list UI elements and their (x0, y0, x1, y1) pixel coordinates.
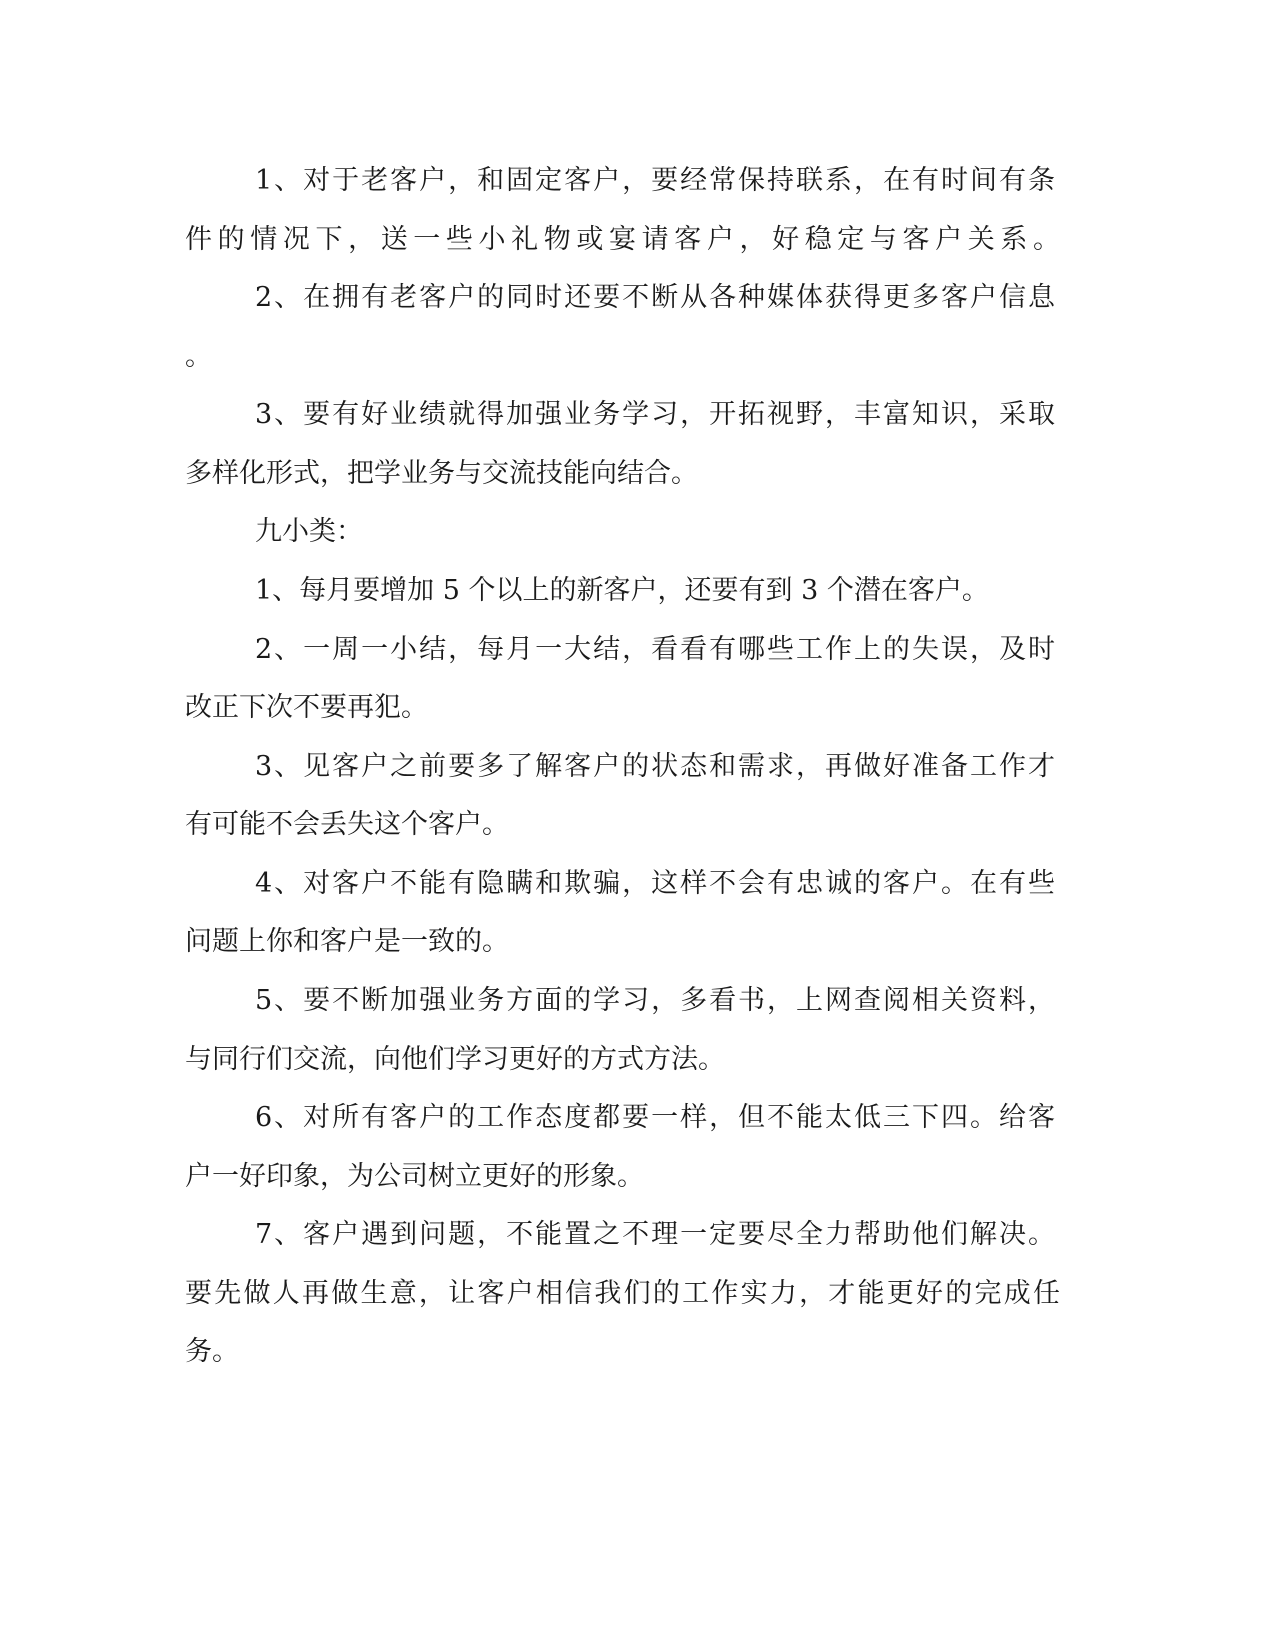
paragraph-line: 有可能不会丢失这个客户。 (185, 809, 509, 840)
paragraph-line: 2、一周一小结，每月一大结，看看有哪些工作上的失误，及时 (255, 634, 1055, 665)
paragraph-line: 户一好印象，为公司树立更好的形象。 (185, 1161, 644, 1192)
paragraph-line: 改正下次不要再犯。 (185, 692, 428, 723)
paragraph-line: 3、见客户之前要多了解客户的状态和需求，再做好准备工作才 (255, 751, 1055, 782)
paragraph-line: 件的情况下，送一些小礼物或宴请客户，好稳定与客户关系。 (185, 224, 1060, 255)
paragraph-line: 6、对所有客户的工作态度都要一样，但不能太低三下四。给客 (255, 1102, 1055, 1133)
paragraph-line: 务。 (185, 1336, 239, 1367)
paragraph-line: 。 (185, 341, 212, 372)
paragraph-line: 1、每月要增加 5 个以上的新客户，还要有到 3 个潜在客户。 (255, 575, 989, 606)
paragraph-line: 3、要有好业绩就得加强业务学习，开拓视野，丰富知识，采取 (255, 399, 1055, 430)
paragraph-line: 1、对于老客户，和固定客户，要经常保持联系，在有时间有条 (255, 165, 1055, 196)
paragraph-line: 与同行们交流，向他们学习更好的方式方法。 (185, 1044, 725, 1075)
paragraph-line: 2、在拥有老客户的同时还要不断从各种媒体获得更多客户信息 (255, 282, 1055, 313)
paragraph-line: 5、要不断加强业务方面的学习，多看书，上网查阅相关资料， (255, 985, 1055, 1016)
paragraph-line: 7、客户遇到问题，不能置之不理一定要尽全力帮助他们解决。 (255, 1219, 1055, 1250)
paragraph-line: 4、对客户不能有隐瞒和欺骗，这样不会有忠诚的客户。在有些 (255, 868, 1055, 899)
paragraph-line: 问题上你和客户是一致的。 (185, 926, 509, 957)
paragraph-line: 多样化形式，把学业务与交流技能向结合。 (185, 458, 698, 489)
paragraph-line: 要先做人再做生意，让客户相信我们的工作实力，才能更好的完成任 (185, 1278, 1060, 1309)
section-heading: 九小类： (255, 516, 363, 547)
